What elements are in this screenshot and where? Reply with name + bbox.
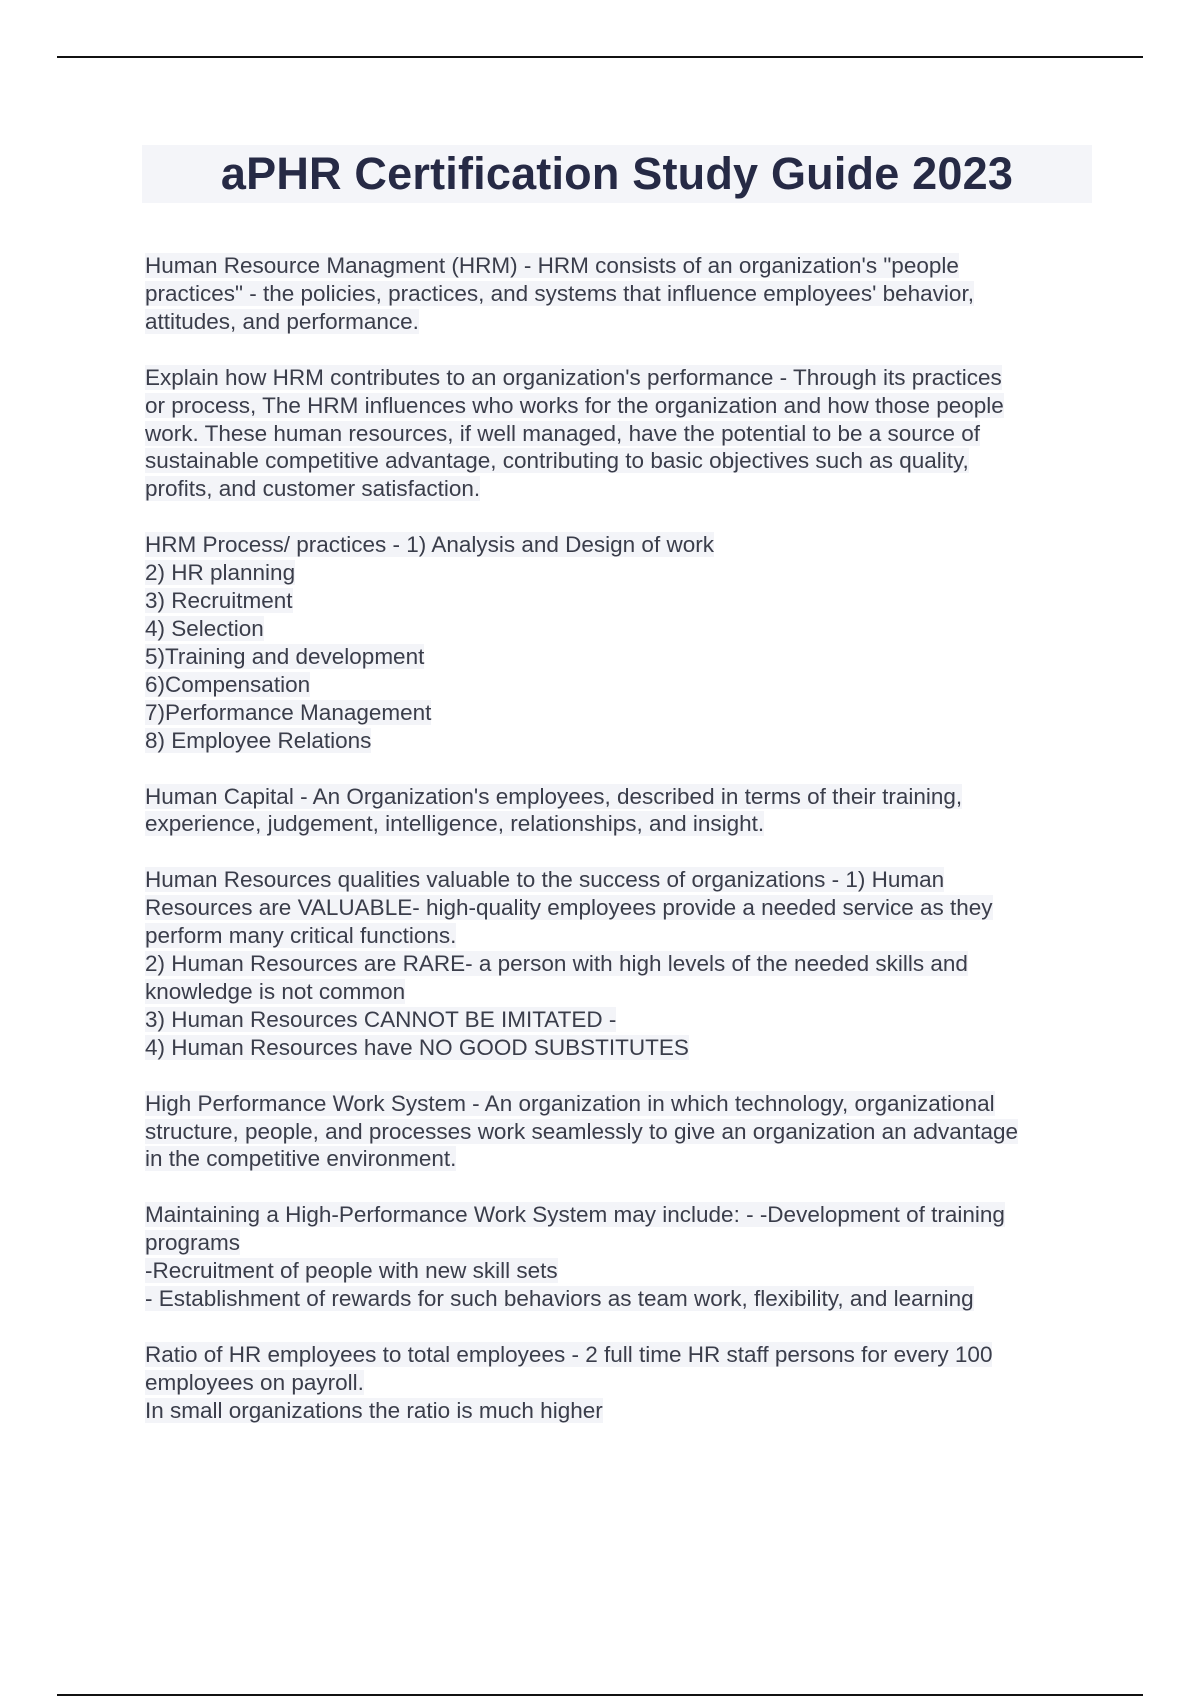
bottom-divider [57,1694,1143,1696]
study-entry [145,783,1095,839]
entry-line-text: perform many critical functions. [145,923,457,949]
entry-line [145,1034,1095,1062]
page-title: aPHR Certification Study Guide 2023 [220,148,1014,199]
entry-line [145,1201,1095,1229]
entry-line-text: 2) Human Resources are RARE- a person with high levels of the needed skills and [145,951,968,977]
entry-line [145,671,1095,699]
entry-line [145,727,1095,755]
entry-line-text: 3) Recruitment [145,588,293,614]
entry-line [145,420,1095,448]
study-guide-body [145,252,1095,1453]
entry-line-text: 6)Compensation [145,671,311,697]
entry-line-text: 3) Human Resources CANNOT BE IMITATED - [145,1006,617,1032]
entry-line-text: In small organizations the ratio is much higher [145,1397,603,1423]
entry-line-text: -Recruitment of people with new skill sets [145,1258,558,1284]
entry-line [145,1090,1095,1118]
entry-line [145,475,1095,503]
entry-line-text: structure, people, and processes work seamlessly to give an organization an advantage [145,1118,1019,1144]
entry-line-text: 2) HR planning [145,560,296,586]
entry-line-text: Ratio of HR employees to total employees - 2 full time HR staff persons for every 100 [145,1342,993,1367]
entry-line [145,978,1095,1006]
entry-line-text: experience, judgement, intelligence, relationships, and insight. [145,811,765,837]
entry-line-text: practices" - the policies, practices, and systems that influence employees' behavior, [145,280,974,306]
entry-line [145,866,1095,894]
entry-line [145,1006,1095,1034]
entry-line-text: 4) Selection [145,615,264,641]
entry-line-text: attitudes, and performance. [145,308,419,334]
study-entry [145,1201,1095,1313]
entry-line [145,1285,1095,1313]
entry-line-text: programs [145,1230,241,1256]
entry-line-text: 7)Performance Management [145,699,432,725]
title-banner [142,145,1092,203]
entry-line-text: sustainable competitive advantage, contributing to basic objectives such as quality, [145,448,969,474]
study-entry [145,1341,1095,1425]
entry-line [145,1341,1095,1369]
entry-line [145,1257,1095,1285]
entry-line [145,922,1095,950]
entry-line [145,1145,1095,1173]
entry-line-text: 8) Employee Relations [145,727,372,753]
entry-line-text: profits, and customer satisfaction. [145,476,481,502]
entry-line-text: or process, The HRM influences who works for the organization and how those people [145,392,1004,418]
entry-line [145,531,1095,559]
entry-line [145,308,1095,336]
entry-line [145,615,1095,643]
entry-line [145,447,1095,475]
entry-line-text: High Performance Work System - An organization in which technology, organizational [145,1090,995,1116]
entry-line-text: 4) Human Resources have NO GOOD SUBSTITUTES [145,1034,689,1060]
entry-line [145,643,1095,671]
entry-line [145,252,1095,280]
entry-line [145,810,1095,838]
study-entry [145,364,1095,504]
entry-line-text: knowledge is not common [145,978,406,1004]
entry-line [145,1118,1095,1146]
entry-line [145,280,1095,308]
entry-line [145,699,1095,727]
entry-line-text: Human Resource Managment (HRM) - HRM consists of an organization's "people [145,253,959,278]
entry-line [145,783,1095,811]
entry-line [145,894,1095,922]
entry-line-text: work. These human resources, if well managed, have the potential to be a source of [145,420,981,446]
entry-line [145,587,1095,615]
entry-line [145,1369,1095,1397]
entry-line-text: Human Capital - An Organization's employees, described in terms of their training, [145,783,963,809]
study-entry [145,866,1095,1061]
entry-line-text: employees on payroll. [145,1369,364,1395]
entry-line-text: Maintaining a High-Performance Work System may include: - -Development of training [145,1202,1005,1228]
study-entry [145,1090,1095,1174]
entry-line [145,950,1095,978]
entry-line [145,392,1095,420]
entry-line [145,364,1095,392]
study-entry [145,531,1095,754]
top-divider [57,56,1143,58]
entry-line-text: 5)Training and development [145,643,425,669]
entry-line-text: Resources are VALUABLE- high-quality employees provide a needed service as they [145,895,993,921]
entry-line-text: Human Resources qualities valuable to the success of organizations - 1) Human [145,867,945,893]
entry-line [145,559,1095,587]
entry-line-text: HRM Process/ practices - 1) Analysis and Design of work [145,532,714,558]
study-entry [145,252,1095,336]
entry-line-text: - Establishment of rewards for such behaviors as team work, flexibility, and learning [145,1286,974,1312]
entry-line-text: in the competitive environment. [145,1146,457,1172]
entry-line-text: Explain how HRM contributes to an organization's performance - Through its practices [145,364,1002,390]
entry-line [145,1397,1095,1425]
entry-line [145,1229,1095,1257]
